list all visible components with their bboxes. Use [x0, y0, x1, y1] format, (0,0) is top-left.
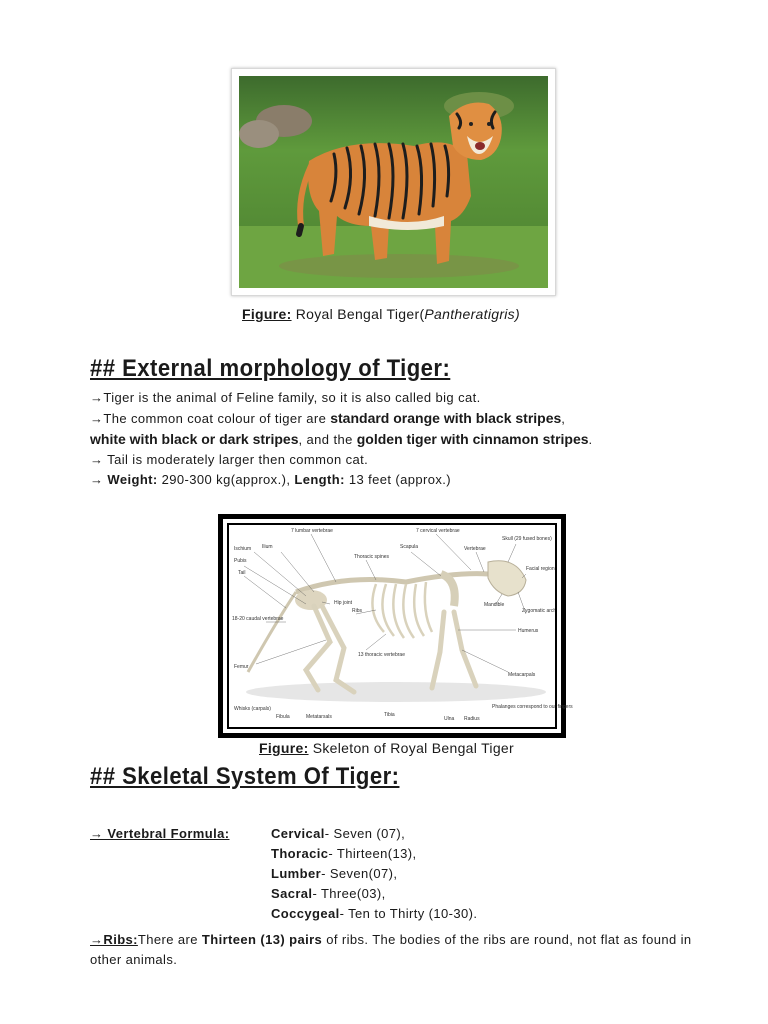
- figure1-caption-italic: Pantheratigris): [424, 306, 520, 322]
- formula-value: - Seven (07),: [324, 826, 406, 841]
- label-mandible: Mandible: [484, 602, 505, 608]
- label-cervical: 7 cervical vertebrae: [416, 528, 460, 534]
- label-phalanges: Phalanges correspond to our fingers: [492, 704, 573, 710]
- label-ilium: Ilium: [262, 544, 273, 550]
- ribs-text-2: of ribs. The bodies of the ribs are round, not flat as found in: [322, 932, 692, 947]
- section2-heading: ## Skeletal System Of Tiger:: [90, 763, 400, 790]
- label-humerus: Humerus: [518, 628, 539, 634]
- morphology-line-1: →Tiger is the animal of Feline family, so it is also called big cat.: [90, 390, 481, 405]
- line2-post: ,: [561, 411, 566, 426]
- formula-value: - Ten to Thirty (10-30).: [339, 906, 478, 921]
- formula-name: Sacral: [271, 886, 313, 901]
- vertebral-formula-label: → Vertebral Formula:: [90, 826, 230, 841]
- ribs-bold: Thirteen (13) pairs: [201, 932, 323, 947]
- label-zygomatic: Zygomatic arch: [522, 608, 557, 614]
- formula-row-sacral: [271, 884, 477, 904]
- label-lumbar: 7 lumbar vertebrae: [291, 528, 333, 534]
- figure2-caption-text: Skeleton of Royal Bengal Tiger: [308, 740, 514, 756]
- line3-mid: , and the: [298, 432, 357, 447]
- formula-value: - Three(03),: [312, 886, 386, 901]
- ribs-text-1: There are: [137, 932, 202, 947]
- formula-row-cervical: [271, 824, 477, 844]
- line2-pre: →The common coat colour of tiger are: [90, 411, 331, 426]
- figure1-label: Figure:: [242, 306, 292, 322]
- skeleton-diagram: [226, 522, 573, 724]
- ribs-paragraph: [90, 930, 700, 970]
- line3-bold1: white with black or dark stripes: [90, 431, 299, 447]
- label-tail: Tail: [238, 570, 246, 576]
- label-tibia: Tibia: [384, 712, 395, 718]
- line5-arrow: →: [90, 472, 108, 487]
- figure1-caption: [242, 306, 520, 322]
- label-vertebrae: Vertebrae: [464, 546, 486, 552]
- label-thoracic13: 13 thoracic vertebrae: [358, 652, 405, 658]
- label-radius: Radius: [464, 716, 480, 722]
- ribs-line-1: [90, 930, 700, 950]
- section1-body: [90, 388, 593, 490]
- morphology-line-3: [90, 429, 593, 450]
- label-thoracic-spines: Thoracic spines: [354, 554, 390, 560]
- ribs-label: →Ribs:: [90, 932, 138, 947]
- morphology-line-4: → Tail is moderately larger then common cat.: [90, 452, 369, 467]
- figure2-label: Figure:: [259, 740, 309, 756]
- figure2-caption: [259, 740, 514, 756]
- tiger-figure: [231, 68, 556, 296]
- weight-value: 290-300 kg(approx.),: [157, 472, 295, 487]
- tiger-photo: [239, 76, 548, 288]
- label-metatarsals: Metatarsals: [306, 714, 332, 720]
- label-fibula: Fibula: [276, 714, 290, 720]
- label-whisks: Whisks (carpals): [234, 706, 271, 712]
- formula-name: Lumber: [271, 866, 322, 881]
- formula-row-lumber: [271, 864, 477, 884]
- label-femur: Femur: [234, 664, 249, 670]
- label-hip-joint: Hip joint: [334, 600, 353, 606]
- label-caudal: 18-20 caudal vertebrae: [232, 616, 284, 622]
- length-label: Length:: [294, 472, 345, 487]
- length-value: 13 feet (approx.): [344, 472, 452, 487]
- line3-post: .: [588, 432, 593, 447]
- ribs-line-2: other animals.: [90, 952, 178, 967]
- line3-bold2: golden tiger with cinnamon stripes: [356, 431, 589, 447]
- vertebral-formula-list: [271, 824, 477, 924]
- figure1-caption-text: Royal Bengal Tiger(: [295, 306, 425, 322]
- formula-row-coccygeal: [271, 904, 477, 924]
- label-ischium: Ischium: [234, 546, 252, 552]
- skeleton-figure: [218, 514, 573, 738]
- label-ulna: Ulna: [444, 716, 455, 722]
- formula-name: Coccygeal: [271, 906, 340, 921]
- label-ribs: Ribs: [352, 608, 363, 614]
- label-pubis: Pubis: [234, 558, 247, 564]
- label-facial: Facial region: [526, 566, 555, 572]
- formula-value: - Seven(07),: [321, 866, 398, 881]
- formula-row-thoracic: [271, 844, 477, 864]
- line2-bold: standard orange with black stripes: [330, 410, 562, 426]
- morphology-line-5: [90, 470, 593, 490]
- morphology-line-2: [90, 408, 593, 429]
- formula-name: Cervical: [271, 826, 325, 841]
- section1-heading: ## External morphology of Tiger:: [90, 355, 451, 382]
- label-scapula: Scapula: [400, 544, 419, 550]
- label-skull: Skull (29 fused bones): [502, 536, 552, 542]
- formula-value: - Thirteen(13),: [328, 846, 417, 861]
- formula-name: Thoracic: [271, 846, 329, 861]
- weight-label: Weight:: [107, 472, 158, 487]
- label-metacarpals: Metacarpals: [508, 672, 536, 678]
